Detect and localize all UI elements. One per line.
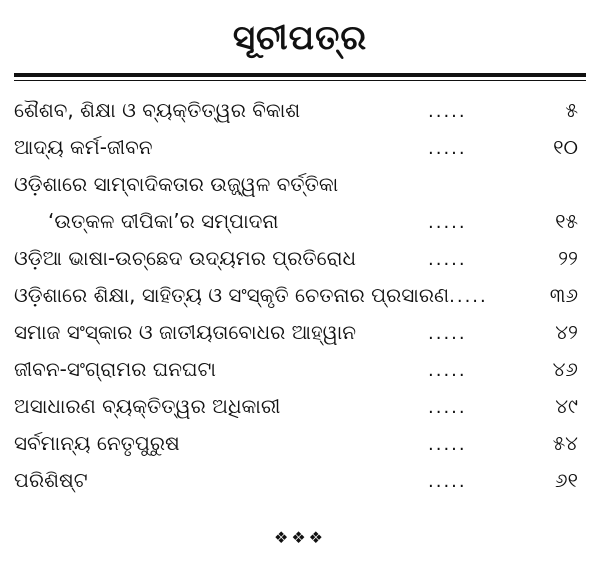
toc-entry <box>14 240 586 277</box>
title-rule-thick <box>14 73 586 77</box>
toc-entry-title: ଓଡ଼ିଶାରେ ଶିକ୍ଷା, ସାହିତ୍ୟ ଓ ସଂସ୍କୃତି ଚେତନାର ପ୍ରସାରଣ <box>14 283 450 307</box>
toc-leader-dots: ..... <box>428 212 467 233</box>
toc-entry-title: ଆଦ୍ୟ କର୍ମ-ଜୀବନ <box>14 135 153 159</box>
toc-entry <box>14 351 586 388</box>
toc-page-number: ୫୪ <box>552 431 578 455</box>
end-ornament-icon: ❖❖❖ <box>273 528 327 547</box>
toc-page-number: ୧୫ <box>555 209 578 233</box>
toc-entry <box>14 388 586 425</box>
toc-page-number: ୨୨ <box>558 246 578 270</box>
toc-leader-dots: ..... <box>428 360 467 381</box>
toc-entry <box>14 462 586 499</box>
toc-entry <box>14 277 586 314</box>
toc-entry-line <box>14 203 586 240</box>
toc-leader-dots: ..... <box>428 138 467 159</box>
toc-entry <box>14 129 586 166</box>
toc-entry-title: ଅସାଧାରଣ ବ୍ୟକ୍ତିତ୍ୱର ଅଧିକାରୀ <box>14 394 281 418</box>
toc-page-number: ୪୬ <box>552 357 578 381</box>
toc-page-number: ୪୨ <box>555 320 578 344</box>
title-rule-thin <box>14 80 586 81</box>
toc-page-number: ୪୯ <box>555 394 578 418</box>
toc-leader-dots: ..... <box>428 249 467 270</box>
toc-entry-title: ଜୀବନ-ସଂଗ୍ରାମର ଘନଘଟା <box>14 357 216 381</box>
toc-leader-dots: ..... <box>428 434 467 455</box>
toc-page-number: ୧୦ <box>553 135 578 159</box>
toc-entry <box>14 92 586 129</box>
toc-entry-line <box>14 166 586 203</box>
toc-entry-title: ସମାଜ ସଂସ୍କାର ଓ ଜାତୀୟତାବୋଧର ଆହ୍ୱାନ <box>14 320 357 344</box>
toc-page-number: ୩୬ <box>549 283 578 307</box>
toc-page-number: ୫ <box>565 98 578 122</box>
toc-entry <box>14 425 586 462</box>
table-of-contents <box>14 92 586 499</box>
toc-entry-title-continued: ‘ଉତ୍କଳ ଦୀପିକା’ର ସମ୍ପାଦନା <box>48 209 279 233</box>
toc-entry <box>14 314 586 351</box>
toc-entry-title: ଓଡ଼ିଶାରେ ସାମ୍ବାଦିକତାର ଉଜ୍ଜ୍ୱଳ ବର୍ତ୍ତିକା <box>14 172 339 196</box>
toc-leader-dots: ..... <box>428 101 467 122</box>
toc-leader-dots: ..... <box>428 471 467 492</box>
page-title: ସୂଚୀପତ୍ର <box>232 18 368 58</box>
toc-leader-dots: ..... <box>449 286 488 307</box>
toc-leader-dots: ..... <box>428 397 467 418</box>
toc-leader-dots: ..... <box>428 323 467 344</box>
toc-page-number: ୬୧ <box>555 468 578 492</box>
toc-entry-title: ସର୍ବମାନ୍ୟ ନେତୃପୁରୁଷ <box>14 431 180 455</box>
toc-entry-title: ପରିଶିଷ୍ଟ <box>14 468 88 492</box>
toc-entry <box>14 166 586 240</box>
toc-entry-title: ଓଡ଼ିଆ ଭାଷା-ଉଚ୍ଛେଦ ଉଦ୍ୟମର ପ୍ରତିରୋଧ <box>14 246 357 270</box>
toc-entry-title: ଶୈଶବ, ଶିକ୍ଷା ଓ ବ୍ୟକ୍ତିତ୍ୱର ବିକାଶ <box>14 98 301 122</box>
